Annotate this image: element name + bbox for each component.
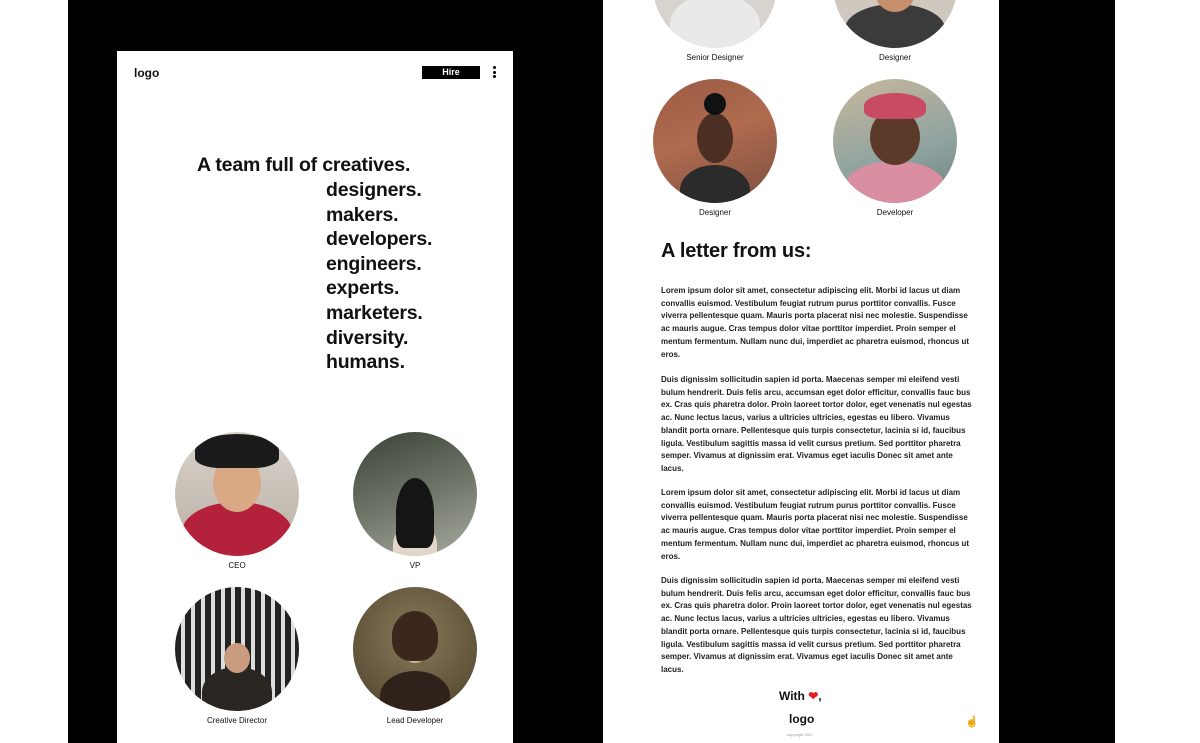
- letter-paragraph: Duis dignissim sollicitudin sapien id porta. Maecenas semper mi eleifend vesti bulum hendrerit. Duis felis arcu, accumsan eget dolor efficitur, convallis fauc bus ex. Cras quis pharetra dolor. Proin laoreet tortor dolor, eget venenatis nul egestas ac. Nunc lectus lacus, varius a ultricies ultricies, egestas eu libero. Vivamus blandit porta ornare. Pellentesque quis turpis consectetur, lacinia si id, faucibus ligula. Vestibulum sagittis massa id velit cursus pretium. Sed porttitor pharetra semper. Vivamus at dignissim erat. Vivamus eget iaculis Donec sit amet ante lacus.: [661, 576, 972, 674]
- hero-word: experts.: [326, 277, 400, 300]
- role-label: CEO: [228, 561, 246, 570]
- avatar: [353, 432, 477, 556]
- mobile-screen-home: [117, 51, 513, 743]
- hero-word: developers.: [326, 228, 433, 251]
- letter-title: A letter from us:: [661, 240, 812, 262]
- avatar: [653, 79, 777, 203]
- hire-button[interactable]: Hire: [422, 66, 480, 79]
- team-member-designer[interactable]: [825, 0, 965, 62]
- role-label: Designer: [698, 208, 731, 217]
- hero-headline: A team full of creatives.: [197, 154, 411, 176]
- team-member-creative-director[interactable]: [167, 587, 307, 725]
- role-label: VP: [409, 561, 421, 570]
- footer-logo[interactable]: logo: [789, 712, 815, 726]
- team-member-lead-developer[interactable]: [345, 587, 485, 725]
- letter-paragraph: Duis dignissim sollicitudin sapien id porta. Maecenas semper mi eleifend vesti bulum hendrerit. Duis felis arcu, accumsan eget dolor efficitur, convallis fauc bus ex. Cras quis pharetra dolor. Proin laoreet tortor dolor, eget venenatis nul egestas ac. Nunc lectus lacus, varius a ultricies ultricies, egestas eu libero. Vivamus blandit porta ornare. Pellentesque quis turpis consectetur, lacinia si id, faucibus ligula. Vestibulum sagittis massa id velit cursus pretium. Sed porttitor pharetra semper. Vivamus at dignissim erat. Vivamus eget iaculis Donec sit amet ante lacus.: [661, 375, 972, 473]
- role-label: Creative Director: [206, 716, 267, 725]
- hero-word: diversity.: [326, 326, 409, 349]
- avatar: [175, 432, 299, 556]
- role-label: Senior Designer: [686, 53, 744, 62]
- sign-off: [779, 689, 822, 703]
- team-member-designer[interactable]: [645, 79, 785, 217]
- hero-word: marketers.: [326, 301, 423, 324]
- hero-word: designers.: [326, 179, 422, 201]
- hero-word: humans.: [326, 351, 405, 374]
- avatar: [353, 587, 477, 711]
- heart-icon: ❤: [808, 689, 819, 703]
- avatar: [833, 0, 957, 48]
- team-member-senior-designer[interactable]: [645, 0, 785, 62]
- role-label: Designer: [878, 53, 911, 62]
- hero-word: makers.: [326, 203, 399, 226]
- header-logo[interactable]: logo: [134, 66, 160, 80]
- hero-word: engineers.: [326, 252, 422, 275]
- sign-off-text: With: [779, 689, 805, 703]
- mobile-screen-about: [603, 0, 999, 743]
- hero-word-list: [326, 178, 432, 375]
- team-member-ceo[interactable]: [167, 432, 307, 570]
- team-member-developer[interactable]: [825, 79, 965, 217]
- avatar: [653, 0, 777, 48]
- pointing-hand-icon: ☝: [965, 716, 979, 728]
- sign-off-punct: ,: [818, 689, 822, 703]
- role-label: Lead Developer: [386, 716, 444, 725]
- letter-paragraph: Lorem ipsum dolor sit amet, consectetur adipiscing elit. Morbi id lacus ut diam convallis euismod. Vestibulum feugiat rutrum purus porttitor convallis. Fusce viverra pellentesque quam. Mauris porta placerat nisi nec molestie. Suspendisse ac mauris augue. Cras tempus dolor vitae porttitor imperdiet. Proin semper el mentum fermentum. Nullam nunc dui, imperdiet ac pharetra euismod, rhoncus ut eros.: [661, 286, 970, 359]
- avatar: [833, 79, 957, 203]
- dark-frame-right: [999, 0, 1115, 743]
- avatar: [175, 587, 299, 711]
- team-member-vp[interactable]: [345, 432, 485, 570]
- role-label: Developer: [876, 208, 914, 217]
- kebab-menu-icon[interactable]: [491, 66, 497, 80]
- copyright-text: copyright 2017: [787, 732, 814, 737]
- letter-paragraph: Lorem ipsum dolor sit amet, consectetur adipiscing elit. Morbi id lacus ut diam convallis euismod. Vestibulum feugiat rutrum purus porttitor convallis. Fusce viverra pellentesque quam. Mauris porta placerat nisi nec molestie. Suspendisse ac mauris augue. Cras tempus dolor vitae porttitor imperdiet. Proin semper el mentum fermentum. Nullam nunc dui, imperdiet ac pharetra euismod, rhoncus ut eros.: [661, 488, 970, 561]
